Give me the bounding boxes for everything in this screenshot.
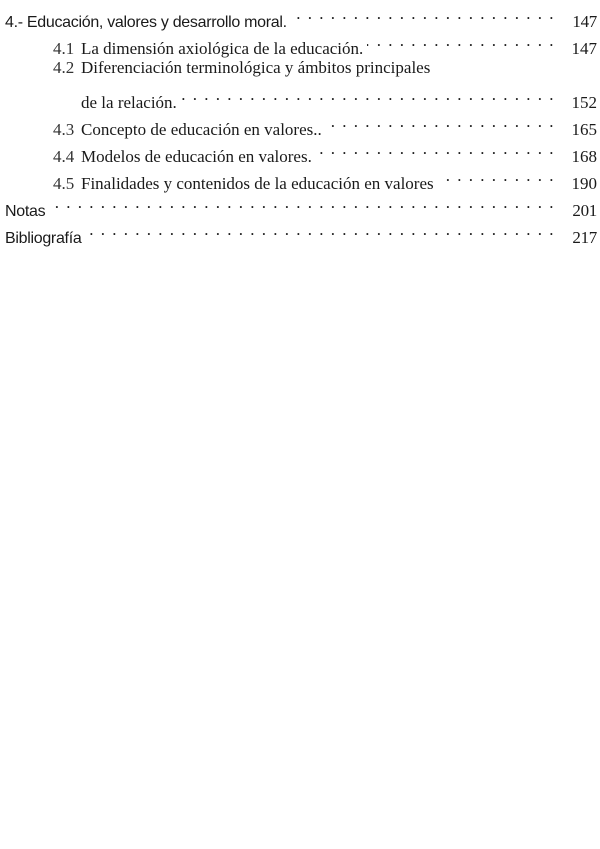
section-number: 4.2 <box>53 58 75 77</box>
dot-leader <box>438 162 555 189</box>
toc-entry-4-1[interactable] <box>5 27 597 58</box>
section-number: 4.5 <box>53 174 75 193</box>
dot-leader <box>291 0 555 27</box>
toc-entry-label-continued: de la relación. <box>81 93 177 112</box>
toc-entry-notas[interactable] <box>5 189 597 220</box>
toc-page-number: 147 <box>571 39 597 58</box>
toc-entry-4-3[interactable] <box>5 108 597 139</box>
toc-entry-chapter-4[interactable] <box>5 0 597 31</box>
dot-leader <box>367 27 555 54</box>
toc-entry-4-4[interactable] <box>5 135 597 166</box>
toc-page-number: 152 <box>571 93 597 112</box>
section-number: 4.4 <box>53 147 75 166</box>
dot-leader <box>326 108 555 135</box>
toc-entry-label: Bibliografía <box>5 230 82 247</box>
dot-leader <box>85 216 555 243</box>
toc-entry-label: Notas <box>5 203 46 220</box>
toc-entry-label: La dimensión axiológica de la educación. <box>81 39 364 58</box>
toc-entry-bibliografia[interactable] <box>5 216 597 247</box>
toc-page-number: 201 <box>572 201 597 220</box>
toc-page-number: 190 <box>571 174 597 193</box>
toc-entry-4-2-continued[interactable] <box>5 81 597 112</box>
toc-entry-label: Modelos de educación en valores. <box>81 147 312 166</box>
toc-entry-label: Concepto de educación en valores.. <box>81 120 322 139</box>
section-number: 4.3 <box>53 120 75 139</box>
section-number: 4.1 <box>53 39 75 58</box>
toc-entry-4-2[interactable] <box>5 54 597 81</box>
table-of-contents <box>5 0 597 247</box>
toc-entry-label: 4.- Educación, valores y desarrollo moral. <box>5 14 287 31</box>
toc-entry-4-5[interactable] <box>5 162 597 193</box>
toc-page-number: 165 <box>571 120 597 139</box>
dot-leader <box>49 189 555 216</box>
dot-leader <box>181 81 555 108</box>
toc-page-number: 217 <box>572 228 597 247</box>
toc-page-number: 168 <box>571 147 597 166</box>
toc-entry-label: Diferenciación terminológica y ámbitos principales <box>81 58 431 77</box>
dot-leader <box>316 135 555 162</box>
toc-page-number: 147 <box>572 12 597 31</box>
toc-entry-label: Finalidades y contenidos de la educación en valores <box>81 174 434 193</box>
